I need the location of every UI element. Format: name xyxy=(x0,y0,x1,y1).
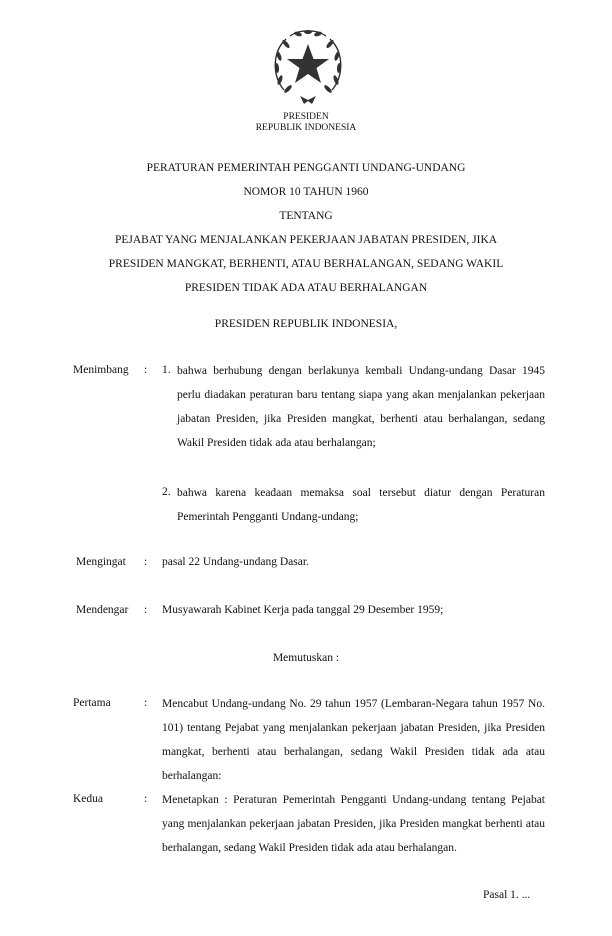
menimbang-item-2: bahwa karena keadaan memaksa soal tersebut diatur dengan Peraturan Pemerintah Pengganti Undang-undang; xyxy=(177,487,545,523)
colon: : xyxy=(144,556,148,568)
mendengar-text: Musyawarah Kabinet Kerja pada tanggal 29 Desember 1959; xyxy=(162,604,444,616)
next-page-catchword: Pasal 1. ... xyxy=(483,889,531,901)
title-line: TENTANG xyxy=(279,210,333,222)
presidential-emblem-icon xyxy=(270,26,346,108)
pertama-label: Pertama xyxy=(73,697,111,709)
mendengar-label: Mendengar xyxy=(76,604,129,616)
pertama-text: Mencabut Undang-undang No. 29 tahun 1957 (Lembaran-Negara tahun 1957 No. 101) tentang Pejabat yang menjalankan pekerjaan jabatan Presiden, jika Presiden mangkat, berhenti atau berhalangan, sedang Wakil Presiden tidak ada atau berhalangan: xyxy=(162,698,545,782)
title-line: PRESIDEN MANGKAT, BERHENTI, ATAU BERHALANGAN, SEDANG WAKIL xyxy=(108,258,504,270)
menimbang-item-1: bahwa berhubung dengan berlakunya kembali Undang-undang Dasar 1945 perlu diadakan peraturan baru tentang siapa yang akan menjalankan pekerjaan jabatan Presiden, jika Presiden mangkat, berhenti atau berhalangan, sedang Wakil Presiden tidak ada atau berhalangan; xyxy=(177,365,545,449)
mengingat-text: pasal 22 Undang-undang Dasar. xyxy=(162,556,309,568)
letterhead-line2: REPUBLIK INDONESIA xyxy=(255,123,357,133)
item-number: 2. xyxy=(162,486,171,498)
letterhead xyxy=(0,112,612,134)
title-line: PEJABAT YANG MENJALANKAN PEKERJAAN JABATAN PRESIDEN, JIKA xyxy=(114,234,498,246)
mengingat-label: Mengingat xyxy=(76,556,126,568)
colon: : xyxy=(144,364,148,376)
colon: : xyxy=(144,697,148,709)
title-line: PRESIDEN TIDAK ADA ATAU BERHALANGAN xyxy=(184,282,428,294)
memutuskan-heading: Memutuskan : xyxy=(272,652,340,664)
title-line: PERATURAN PEMERINTAH PENGGANTI UNDANG-UNDANG xyxy=(146,162,466,174)
document-title xyxy=(0,156,612,300)
menimbang-label: Menimbang xyxy=(73,364,129,376)
colon: : xyxy=(144,793,148,805)
kedua-text: Menetapkan : Peraturan Pemerintah Pengganti Undang-undang tentang Pejabat yang menjalankan pekerjaan jabatan Presiden, jika Presiden mangkat berhenti atau berhalangan, sedang Wakil Presiden tidak ada atau berhalangan. xyxy=(162,794,545,854)
kedua-label: Kedua xyxy=(73,793,104,805)
colon: : xyxy=(144,604,148,616)
item-number: 1. xyxy=(162,364,171,376)
letterhead-line1: PRESIDEN xyxy=(283,112,329,122)
preamble: PRESIDEN REPUBLIK INDONESIA, xyxy=(214,318,398,330)
title-line: NOMOR 10 TAHUN 1960 xyxy=(243,186,369,198)
